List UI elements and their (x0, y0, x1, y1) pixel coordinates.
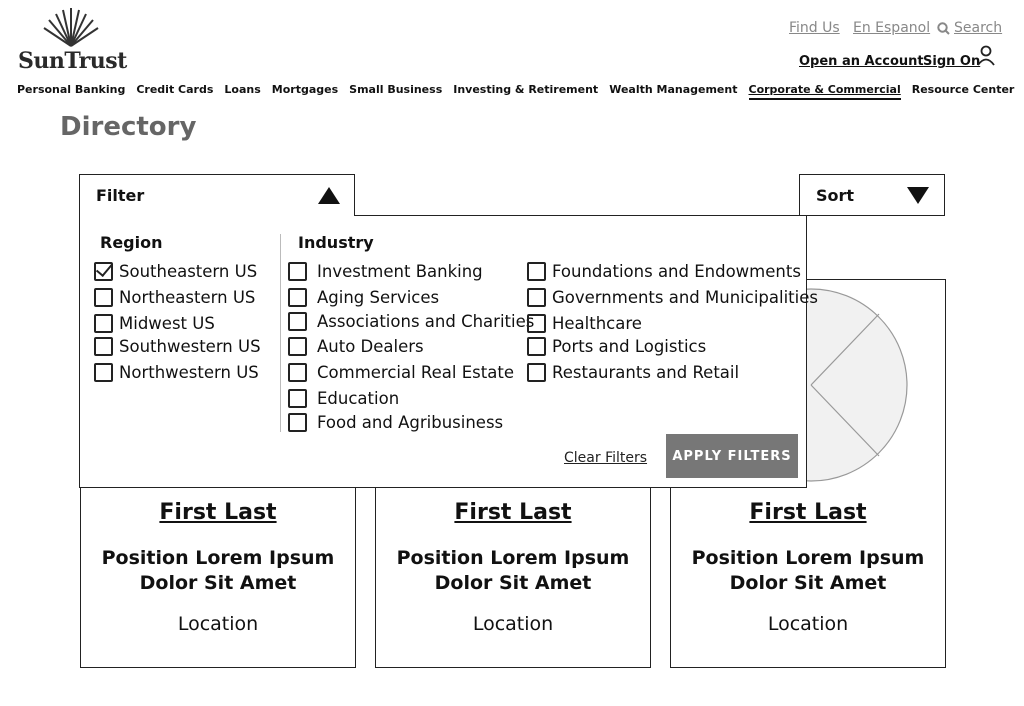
industry-option-healthcare[interactable] (527, 314, 642, 333)
open-account-link[interactable]: Open an Account (799, 54, 924, 69)
nav-mortgages[interactable]: Mortgages (271, 83, 339, 96)
checkbox[interactable] (288, 337, 307, 356)
suntrust-logo[interactable] (18, 8, 128, 74)
option-label: Food and Agribusiness (317, 413, 504, 432)
filter-toggle[interactable] (79, 174, 355, 216)
region-option-northwestern[interactable] (94, 363, 259, 382)
industry-option-investment-banking[interactable] (288, 262, 483, 281)
industry-option-foundations[interactable] (527, 262, 801, 281)
option-label: Foundations and Endowments (552, 262, 801, 281)
person-position (376, 546, 650, 596)
checkbox[interactable] (527, 337, 546, 356)
position-line: Dolor Sit Amet (139, 572, 297, 594)
option-label: Southeastern US (119, 262, 258, 281)
industry-heading: Industry (298, 233, 374, 252)
nav-wealth-management[interactable]: Wealth Management (609, 83, 738, 96)
nav-investing-retirement[interactable]: Investing & Retirement (453, 83, 599, 96)
nav-resource-center[interactable]: Resource Center (911, 83, 1015, 96)
sunburst-icon (40, 8, 102, 48)
checkbox[interactable] (94, 363, 113, 382)
checkbox[interactable] (527, 363, 546, 382)
industry-option-food-agribusiness[interactable] (288, 413, 503, 432)
person-location: Location (767, 613, 849, 635)
industry-option-auto-dealers[interactable] (288, 337, 424, 356)
position-line: Position Lorem Ipsum (396, 547, 630, 569)
brand-name: SunTrust (18, 48, 127, 74)
sort-dropdown[interactable] (799, 174, 945, 216)
checkbox[interactable] (288, 288, 307, 307)
espanol-link[interactable]: En Espanol (853, 20, 931, 36)
position-line: Position Lorem Ipsum (101, 547, 335, 569)
search-icon (937, 22, 950, 35)
search-link[interactable]: Search (954, 20, 1003, 36)
checkbox-checked[interactable] (94, 262, 113, 281)
search-link-group[interactable] (937, 20, 1002, 36)
option-label: Governments and Municipalities (552, 288, 818, 307)
checkbox[interactable] (527, 314, 546, 333)
filter-label: Filter (96, 186, 145, 205)
person-location: Location (177, 613, 259, 635)
nav-credit-cards[interactable]: Credit Cards (136, 83, 214, 96)
option-label: Commercial Real Estate (317, 363, 514, 382)
option-label: Aging Services (317, 288, 440, 307)
person-name-link[interactable]: First Last (749, 500, 867, 525)
option-label: Ports and Logistics (552, 337, 707, 356)
filter-panel (79, 215, 818, 488)
clear-filters-link[interactable]: Clear Filters (564, 450, 648, 466)
industry-option-restaurants-retail[interactable] (527, 363, 739, 382)
region-option-southwestern[interactable] (94, 337, 261, 356)
nav-small-business[interactable]: Small Business (349, 83, 443, 96)
checkbox[interactable] (288, 312, 307, 331)
checkbox[interactable] (288, 363, 307, 382)
checkbox[interactable] (94, 314, 113, 333)
industry-option-associations[interactable] (288, 312, 534, 331)
region-option-northeastern[interactable] (94, 288, 255, 307)
industry-option-governments[interactable] (527, 288, 818, 307)
option-label: Northeastern US (119, 288, 256, 307)
position-line: Position Lorem Ipsum (691, 547, 925, 569)
caret-up-icon (318, 187, 340, 204)
sort-label: Sort (816, 186, 855, 205)
caret-down-icon (907, 187, 929, 204)
position-line: Dolor Sit Amet (434, 572, 592, 594)
person-name-link[interactable]: First Last (454, 500, 572, 525)
checkbox[interactable] (94, 288, 113, 307)
option-label: Associations and Charities (317, 312, 535, 331)
region-option-southeastern[interactable] (94, 262, 257, 281)
option-label: Auto Dealers (317, 337, 424, 356)
person-location: Location (472, 613, 554, 635)
person-position (81, 546, 355, 596)
option-label: Southwestern US (119, 337, 261, 356)
checkbox[interactable] (527, 288, 546, 307)
option-label: Investment Banking (317, 262, 483, 281)
user-icon[interactable] (976, 45, 996, 67)
nav-personal-banking[interactable]: Personal Banking (17, 83, 126, 96)
option-label: Northwestern US (119, 363, 259, 382)
apply-filters-button[interactable]: APPLY FILTERS (666, 434, 798, 478)
option-label: Midwest US (119, 314, 215, 333)
option-label: Healthcare (552, 314, 642, 333)
checkbox[interactable] (288, 389, 307, 408)
option-label: Restaurants and Retail (552, 363, 740, 382)
nav-corporate-commercial[interactable]: Corporate & Commercial (749, 82, 901, 100)
checkbox[interactable] (288, 413, 307, 432)
region-option-midwest[interactable] (94, 314, 215, 333)
column-divider (280, 234, 281, 432)
checkbox[interactable] (94, 337, 113, 356)
sign-on-link[interactable]: Sign On (923, 54, 981, 69)
find-us-link[interactable]: Find Us (789, 20, 840, 36)
option-label: Education (317, 389, 400, 408)
main-nav (17, 82, 1024, 100)
page-title: Directory (60, 112, 197, 142)
industry-option-aging-services[interactable] (288, 288, 439, 307)
industry-option-education[interactable] (288, 389, 399, 408)
nav-loans[interactable]: Loans (224, 83, 261, 96)
region-heading: Region (100, 233, 163, 252)
checkbox[interactable] (527, 262, 546, 281)
person-name-link[interactable]: First Last (159, 500, 277, 525)
person-position (671, 546, 945, 596)
industry-option-ports-logistics[interactable] (527, 337, 706, 356)
industry-option-commercial-real-estate[interactable] (288, 363, 514, 382)
checkbox[interactable] (288, 262, 307, 281)
position-line: Dolor Sit Amet (729, 572, 887, 594)
